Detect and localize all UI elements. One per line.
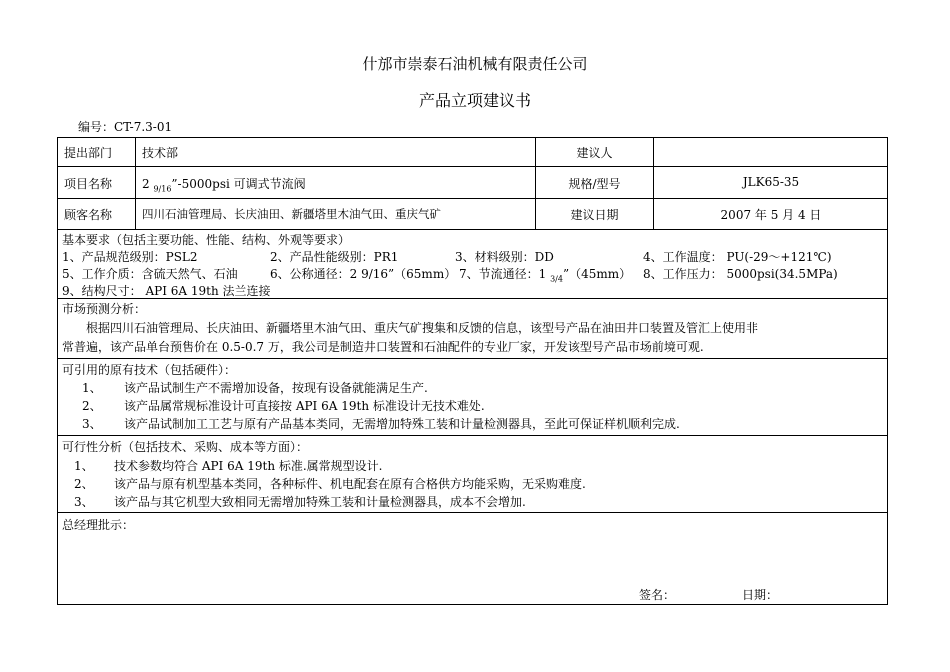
customer-label: 顾客名称 — [64, 208, 113, 222]
existing-item-no: 1、 — [82, 381, 102, 395]
date-value: 2007 年 5 月 4 日 — [720, 208, 822, 222]
existing-tech-heading: 可引用的原有技术（包括硬件）： — [62, 363, 237, 377]
customer-value: 四川石油管理局、长庆油田、新疆塔里木油气田、重庆气矿 — [142, 207, 441, 221]
existing-item-no: 3、 — [82, 417, 102, 431]
req-working-temp: 4、工作温度： PU(-29～+121℃) — [643, 250, 832, 264]
row-divider — [57, 198, 888, 199]
item-suffix: ”-5000psi 可调式节流阀 — [171, 177, 306, 191]
proposer-label: 建议人 — [576, 146, 613, 160]
choke-bore-prefix: 7、节流通径：1 — [459, 267, 551, 281]
approval-heading: 总经理批示： — [62, 518, 135, 532]
spec-value: JLK65-35 — [742, 175, 800, 189]
dept-label: 提出部门 — [64, 146, 113, 160]
item-prefix: 2 — [142, 177, 154, 191]
existing-item-text: 该产品试制加工工艺与原有产品基本类同，无需增加特殊工装和计量检测器具，至此可保证样机顺利完成. — [124, 417, 680, 431]
market-heading: 市场预测分析： — [62, 302, 147, 316]
item-label: 项目名称 — [64, 177, 113, 191]
signature-label: 签名： — [639, 588, 676, 602]
section-divider — [57, 358, 888, 359]
document-number: 编号：CT-7.3-01 — [78, 120, 173, 134]
feasibility-item-no: 2、 — [74, 477, 94, 491]
choke-bore-suffix: ”（45mm） — [562, 267, 632, 281]
feasibility-item-no: 3、 — [74, 495, 94, 509]
feasibility-item-no: 1、 — [74, 459, 94, 473]
column-divider — [135, 137, 136, 229]
requirements-heading: 基本要求（包括主要功能、性能、结构、外观等要求） — [62, 233, 351, 247]
market-text-line2: 常普遍，该产品单台预售价在 0.5-0.7 万，我公司是制造井口装置和石油配件的专业厂家，开发该型号产品市场前境可观. — [62, 340, 704, 354]
row-divider — [57, 166, 888, 167]
row-divider — [57, 229, 888, 230]
req-spec-level: 1、产品规范级别：PSL2 — [62, 250, 198, 264]
feasibility-item-text: 该产品与原有机型基本类同，各种标件、机电配套在原有合格供方均能采购，无采购难度. — [114, 477, 586, 491]
existing-item-text: 该产品属常规标准设计可直接按 API 6A 19th 标准设计无技术难处. — [124, 399, 485, 413]
req-medium: 5、工作介质：含硫天然气、石油 — [62, 267, 238, 281]
feasibility-heading: 可行性分析（包括技术、采购、成本等方面）： — [62, 440, 309, 454]
company-name: 什邡市崇泰石油机械有限责任公司 — [362, 55, 588, 73]
section-divider — [57, 435, 888, 436]
req-performance-level: 2、产品性能级别：PR1 — [270, 250, 399, 264]
req-nominal-bore: 6、公称通径：2 9/16”（65mm） — [270, 267, 457, 281]
existing-item-text: 该产品试制生产不需增加设备，按现有设备就能满足生产. — [124, 381, 428, 395]
section-divider — [57, 512, 888, 513]
dept-value: 技术部 — [142, 146, 179, 160]
item-fraction: 9/16 — [153, 184, 172, 194]
document-title: 产品立项建议书 — [418, 91, 531, 110]
req-choke-bore — [459, 265, 631, 283]
approval-date-label: 日期： — [742, 588, 779, 602]
existing-item-no: 2、 — [82, 399, 102, 413]
date-label: 建议日期 — [570, 208, 619, 222]
item-value — [142, 175, 306, 193]
req-working-pressure: 8、工作压力： 5000psi(34.5MPa) — [643, 267, 838, 281]
req-structure-size: 9、结构尺寸： API 6A 19th 法兰连接 — [62, 284, 271, 298]
spec-label: 规格/型号 — [568, 177, 621, 191]
choke-bore-fraction: 3/4 — [550, 274, 563, 284]
req-material-level: 3、材料级别：DD — [455, 250, 554, 264]
feasibility-item-text: 该产品与其它机型大致相同无需增加特殊工装和计量检测器具，成本不会增加. — [114, 495, 526, 509]
feasibility-item-text: 技术参数均符合 API 6A 19th 标准.属常规型设计. — [114, 459, 383, 473]
market-text-line1: 根据四川石油管理局、长庆油田、新疆塔里木油气田、重庆气矿搜集和反馈的信息，该型号产品在油田井口装置及管汇上使用非 — [86, 321, 759, 335]
